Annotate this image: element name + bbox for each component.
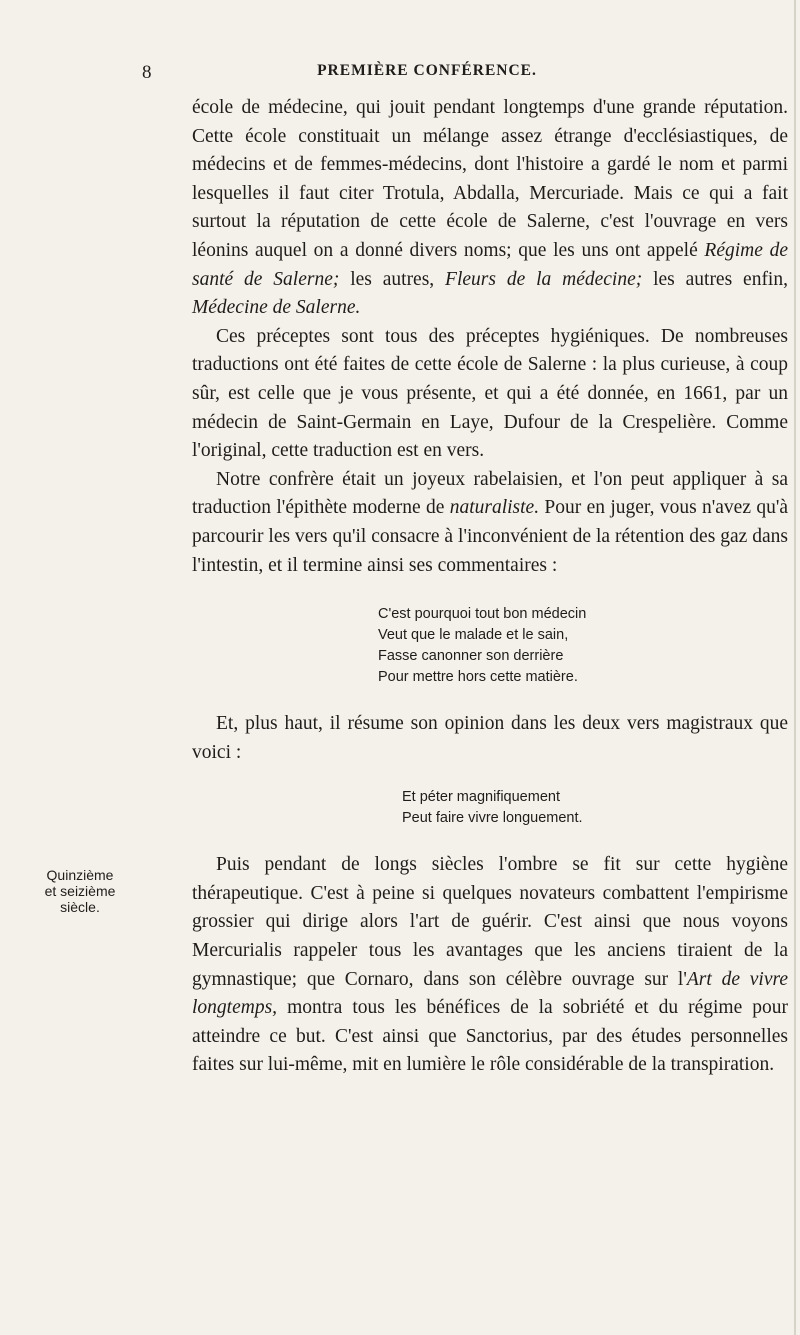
margin-note-line: siècle. <box>60 899 100 915</box>
page-number: 8 <box>142 62 152 83</box>
text-run: montra tous les bénéfices de la sobriété et du régime pour atteindre ce but. C'est ainsi que Sanctorius, par des études personnelles faites sur lui-même, mit en lumière le rôle considérable de la transpiration. <box>192 997 788 1076</box>
paragraph <box>192 851 788 1080</box>
verse-line: Fasse canonner son derrière <box>378 648 564 665</box>
paragraph: Et, plus haut, il résume son opinion dans les deux vers magistraux que voici : <box>192 713 788 763</box>
paragraph <box>192 94 788 323</box>
margin-note-line: Quinzième <box>46 867 114 883</box>
italic-word: naturaliste. <box>449 497 540 519</box>
verse-line: Et péter magnifiquement <box>402 789 560 806</box>
paragraph: Ces préceptes sont tous des préceptes hygiéniques. De nombreuses traductions ont été faites de cette école de Salerne : la plus curieuse, à coup sûr, est celle que je vous présente, et qui a été donnée, en 1661, par un médecin de Saint-Germain en Laye, Dufour de la Crespelière. Comme l'original, cette traduction est en vers. <box>192 325 788 462</box>
verse-line: Veut que le malade et le sain, <box>378 627 569 644</box>
verse-quote <box>378 604 788 688</box>
margin-note <box>30 867 130 915</box>
italic-title: Médecine de Salerne. <box>192 297 361 319</box>
text-run: Notre confrère était un joyeux rabelaisien, et l'on peut appliquer à sa traduction l'épithète moderne de <box>192 468 788 519</box>
text-run: les autres, <box>339 268 446 290</box>
text-run: Pour en juger, vous n'avez qu'à parcourir les vers qu'il consacre à l'inconvénient de la rétention des gaz dans l'intestin, et il termine ainsi ses commentaires : <box>192 497 788 576</box>
text-run: école de médecine, qui jouit pendant longtemps d'une grande réputation. Cette école constituait un mélange assez étrange d'ecclésiastiques, de médecins et de femmes-médecins, dont l'histoire a gardé le nom et parmi lesquelles il faut citer Trotula, Abdalla, Mercuriade. Mais ce qui a fait surtout la réputation de cette école de Salerne, c'est l'ouvrage en vers léonins auquel on a donné divers noms; que les uns ont appelé <box>192 97 788 261</box>
verse-line: C'est pourquoi tout bon médecin <box>378 606 587 623</box>
verse-quote <box>402 787 788 829</box>
page-edge <box>794 0 796 1335</box>
body-text <box>192 94 788 1080</box>
italic-title: Art de vivre longtemps, <box>192 968 788 1019</box>
italic-title: Fleurs de la médecine; <box>445 268 643 290</box>
text-run: Puis pendant de longs siècles l'ombre se fit sur cette hygiène thérapeutique. C'est à peine si quelques novateurs combattent l'empirisme grossier qui dirige alors l'art de guérir. C'est ainsi que nous voyons Mercurialis rappeler tous les avantages que les anciens tiraient de la gymnastique; que Cornaro, dans son célèbre ouvrage sur l' <box>192 854 788 990</box>
text-run: les autres enfin, <box>642 268 788 290</box>
paragraph <box>192 466 788 580</box>
verse-line: Peut faire vivre longuement. <box>402 810 583 827</box>
italic-title: Régime de santé de Salerne; <box>192 239 788 290</box>
margin-note-line: et seizième <box>44 883 116 899</box>
verse-line: Pour mettre hors cette matière. <box>378 669 578 686</box>
running-head: PREMIÈRE CONFÉRENCE. <box>317 62 537 79</box>
page-header <box>142 62 712 86</box>
